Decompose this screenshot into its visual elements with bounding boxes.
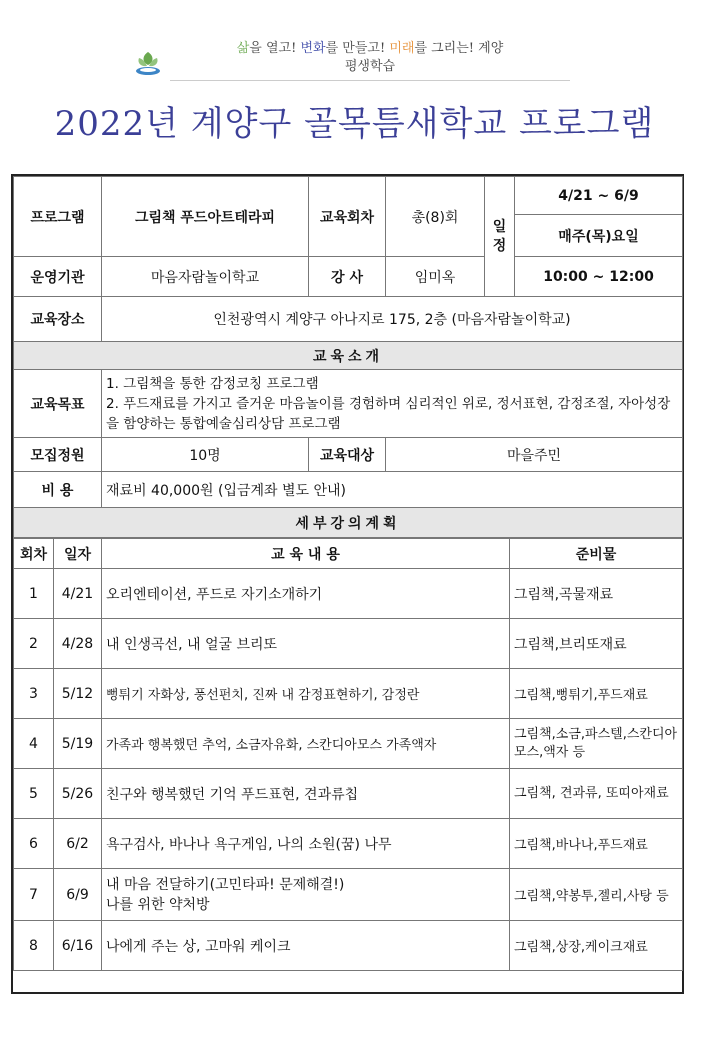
row-prep: 그림책,상장,케이크재료 [510,921,683,971]
leaf-logo-icon [133,48,163,78]
org-value: 마음자람놀이학교 [102,257,309,297]
date-range: 4/21 ~ 6/9 [515,177,683,215]
row-date: 4/28 [54,619,102,669]
row-date: 6/9 [54,869,102,921]
intro-section-title: 교육소개 [14,342,683,370]
schedule-table [13,538,683,971]
page-title: 2022년 계양구 골목틈새학교 프로그램 [54,104,655,144]
goal-label: 교육목표 [14,370,102,438]
schedule-label: 일정 [485,177,515,297]
row-no: 5 [14,769,54,819]
weekday: 매주(목)요일 [515,215,683,257]
row-prep: 그림책,뻥튀기,푸드재료 [510,669,683,719]
table-row [14,719,683,769]
table-row [14,769,683,819]
table-row [14,669,683,719]
target-label: 교육대상 [309,438,386,472]
row-prep: 그림책, 견과류, 또띠아재료 [510,769,683,819]
table-row [14,921,683,971]
row-content: 오리엔테이션, 푸드로 자기소개하기 [102,569,510,619]
program-value: 그림책 푸드아트테라피 [102,177,309,257]
slogan: 삶을 열고! 변화를 만들고! 미래를 그리는! 계양 평생학습 [180,40,560,76]
row-no: 6 [14,819,54,869]
row-prep: 그림책,바나나,푸드재료 [510,819,683,869]
time: 10:00 ~ 12:00 [515,257,683,297]
row-content: 친구와 행복했던 기억 푸드표현, 견과류칩 [102,769,510,819]
row-content [102,869,510,921]
row-date: 5/19 [54,719,102,769]
plan-section-title: 세부강의계획 [14,508,683,538]
header [0,0,709,90]
divider [170,80,570,81]
row-prep: 그림책,곡물재료 [510,569,683,619]
row-prep: 그림책,소금,파스텔,스칸디아모스,액자 등 [510,719,683,769]
row-content: 뻥튀기 자화상, 풍선펀치, 진짜 내 감정표현하기, 감정란 [102,669,510,719]
row-no: 7 [14,869,54,921]
cost-value: 재료비 40,000원 (입금계좌 별도 안내) [102,472,683,508]
row-date: 6/2 [54,819,102,869]
col-no-header: 회차 [14,539,54,569]
col-prep-header: 준비물 [510,539,683,569]
row-no: 8 [14,921,54,971]
target-value: 마을주민 [386,438,683,472]
instructor-label: 강 사 [309,257,386,297]
row-no: 3 [14,669,54,719]
sessions-label: 교육회차 [309,177,386,257]
col-date-header: 일자 [54,539,102,569]
recruit-value: 10명 [102,438,309,472]
row-content-line1: 내 마음 전달하기(고민타파! 문제해결!) [106,876,345,893]
col-content-header: 교 육 내 용 [102,539,510,569]
goal-line1: 1. 그림책을 통한 감정코칭 프로그램 [106,375,319,392]
row-content: 욕구검사, 바나나 욕구게임, 나의 소원(꿈) 나무 [102,819,510,869]
org-label: 운영기관 [14,257,102,297]
row-date: 6/16 [54,921,102,971]
goal-line2: 2. 푸드재료를 가지고 즐거운 마음놀이를 경험하며 심리적인 위로, 정서표현, 감정조절, 자아성장을 함양하는 통합예술심리상담 프로그램 [106,395,671,432]
slogan-line2: 평생학습 [344,59,396,74]
place-label: 교육장소 [14,297,102,342]
row-date: 5/12 [54,669,102,719]
row-prep: 그림책,약봉투,젤리,사탕 등 [510,869,683,921]
table-row [14,619,683,669]
row-content: 가족과 행복했던 추억, 소금자유화, 스칸디아모스 가족액자 [102,719,510,769]
place-value: 인천광역시 계양구 아나지로 175, 2층 (마음자람놀이학교) [102,297,683,342]
program-info-table [13,176,683,538]
sessions-value: 총(8)회 [386,177,485,257]
row-no: 1 [14,569,54,619]
row-content: 내 인생곡선, 내 얼굴 브리또 [102,619,510,669]
cost-label: 비 용 [14,472,102,508]
table-row [14,569,683,619]
program-label: 프로그램 [14,177,102,257]
table-row [14,819,683,869]
row-no: 2 [14,619,54,669]
row-content: 나에게 주는 상, 고마워 케이크 [102,921,510,971]
row-content-line2: 나를 위한 약처방 [106,896,210,913]
row-prep: 그림책,브리또재료 [510,619,683,669]
row-date: 5/26 [54,769,102,819]
row-date: 4/21 [54,569,102,619]
program-table-frame [11,174,684,994]
row-no: 4 [14,719,54,769]
goal-text [102,370,683,438]
instructor-value: 임미옥 [386,257,485,297]
table-row [14,869,683,921]
recruit-label: 모집정원 [14,438,102,472]
